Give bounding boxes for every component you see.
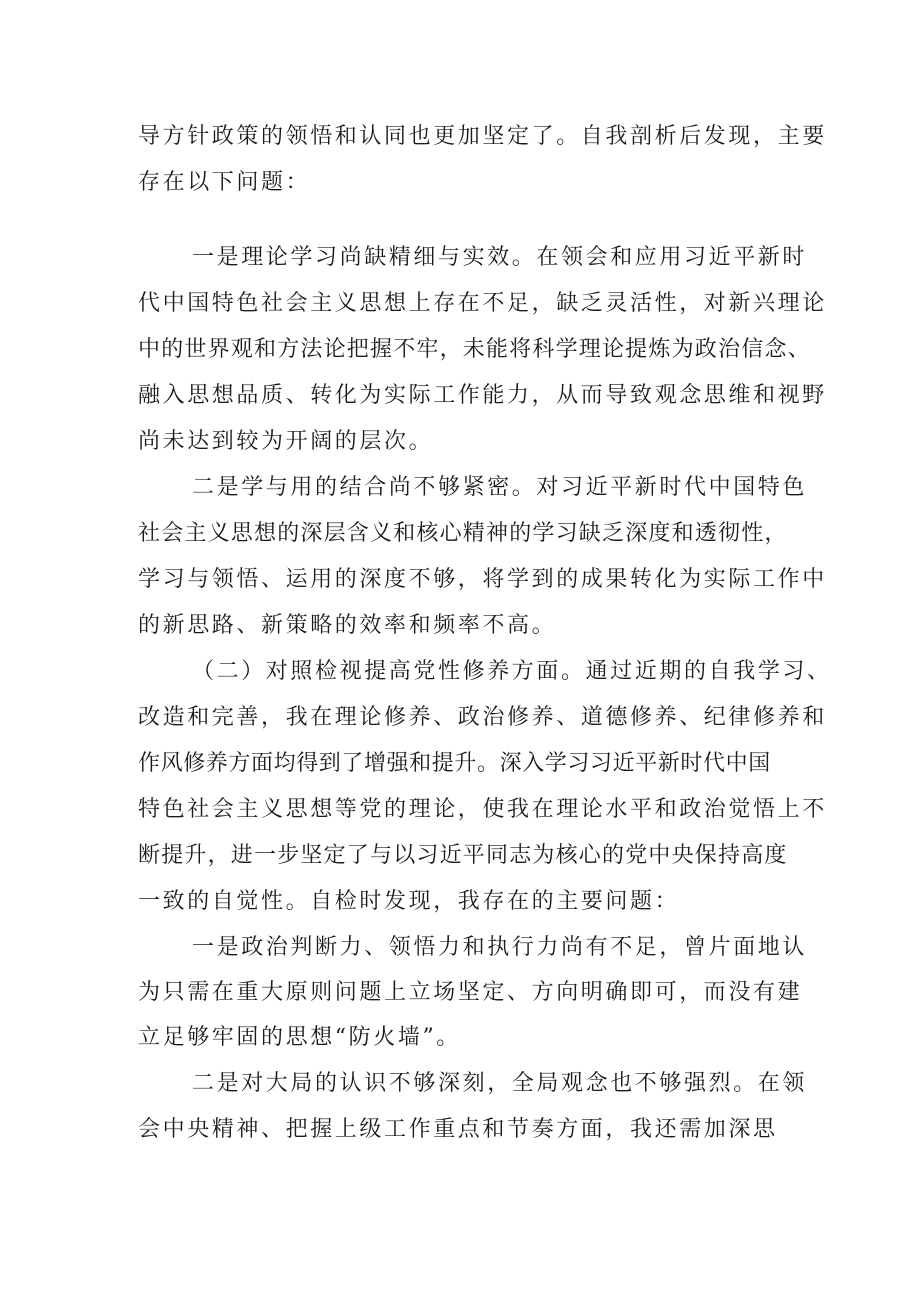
- text-line-19: 为只需在重大原则问题上立场坚定、方向明确即可，而没有建: [138, 980, 803, 1005]
- text-line-16: 断提升，进一步坚定了与以习近平同志为核心的党中央保持高度: [138, 843, 788, 868]
- text-line-10: 学习与领悟、运用的深度不够，将学到的成果转化为实际工作中: [138, 567, 827, 592]
- text-line-22: 会中央精神、把握上级工作重点和节奏方面，我还需加深思: [138, 1117, 778, 1142]
- text-line-17: 一致的自觉性。自检时发现，我存在的主要问题：: [138, 889, 680, 914]
- text-line-21: 二是对大局的认识不够深刻，全局观念也不够强烈。在领: [192, 1071, 808, 1096]
- text-line-2: 存在以下问题：: [138, 170, 311, 195]
- text-line-5: 中的世界观和方法论把握不牢，未能将科学理论提炼为政治信念、: [138, 337, 811, 362]
- text-line-14: 作风修养方面均得到了增强和提升。深入学习习近平新时代中国: [138, 751, 771, 776]
- text-line-7: 尚未达到较为开阔的层次。: [138, 429, 434, 454]
- text-line-15: 特色社会主义思想等党的理论，使我在理论水平和政治觉悟上不: [138, 797, 827, 822]
- text-line-9: 社会主义思想的深层含义和核心精神的学习缺乏深度和透彻性，: [138, 521, 788, 546]
- text-line-20: 立足够牢固的思想“防火墙”。: [138, 1025, 461, 1050]
- section-heading-line: （二）对照检视提高党性修养方面。通过近期的自我学习、: [192, 659, 832, 684]
- text-line-3: 一是理论学习尚缺精细与实效。在领会和应用习近平新时: [192, 245, 808, 270]
- text-line-1: 导方针政策的领悟和认同也更加坚定了。自我剖析后发现，主要: [138, 124, 827, 149]
- text-line-8: 二是学与用的结合尚不够紧密。对习近平新时代中国特色: [192, 475, 808, 500]
- text-line-13: 改造和完善，我在理论修养、政治修养、道德修养、纪律修养和: [138, 705, 827, 730]
- text-line-18: 一是政治判断力、领悟力和执行力尚有不足，曾片面地认: [192, 935, 808, 960]
- text-line-4: 代中国特色社会主义思想上存在不足，缺乏灵活性，对新兴理论: [138, 291, 827, 316]
- text-line-11: 的新思路、新策略的效率和频率不高。: [138, 613, 557, 638]
- text-line-6: 融入思想品质、转化为实际工作能力，从而导致观念思维和视野: [138, 383, 827, 408]
